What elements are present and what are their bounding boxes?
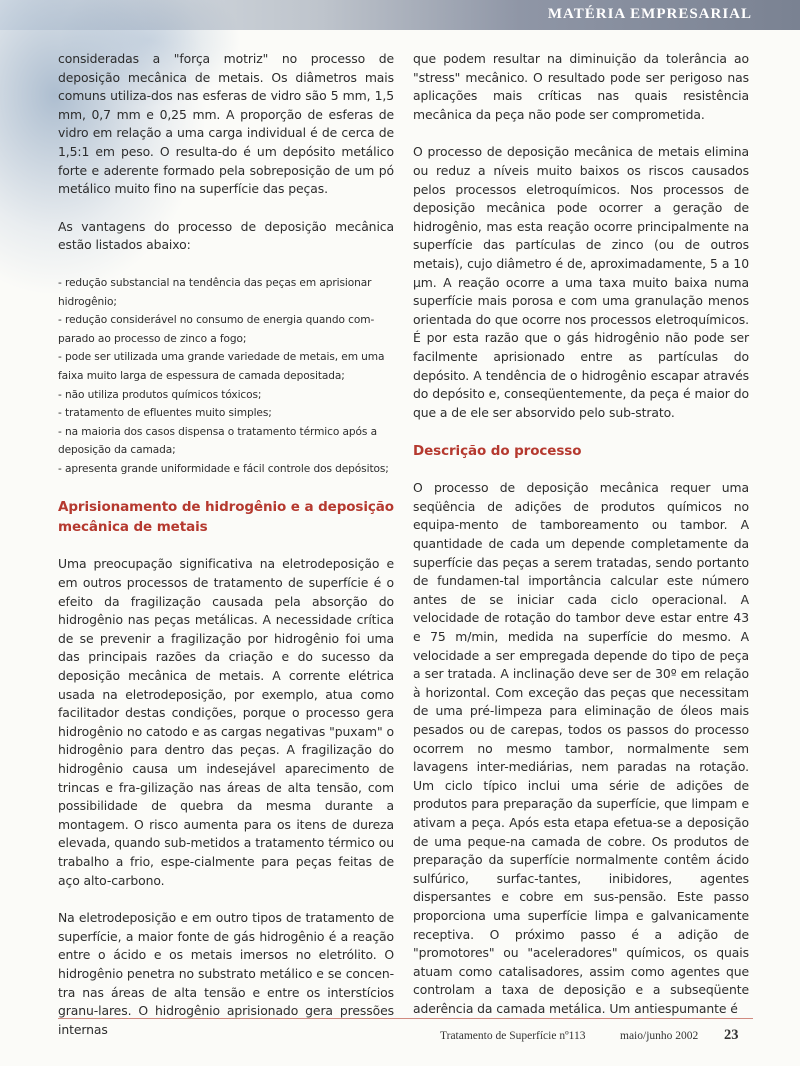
right-column bbox=[413, 50, 749, 1038]
section-heading: Descrição do processo bbox=[413, 443, 582, 460]
list-item: - tratamento de efluentes muito simples; bbox=[58, 407, 272, 420]
journal-title: Tratamento de Superfície nº113 bbox=[440, 1030, 586, 1042]
list-item: - não utiliza produtos químicos tóxicos; bbox=[58, 388, 262, 401]
issue-date: maio/junho 2002 bbox=[620, 1030, 699, 1042]
header-band bbox=[0, 0, 800, 30]
list-item: - apresenta grande uniformidade e fácil controle dos depósitos; bbox=[58, 462, 389, 475]
list-item: - pode ser utilizada uma grande variedade de metais, em uma faixa muito larga de espessura de camada depositada; bbox=[58, 351, 385, 382]
advantages-list bbox=[58, 274, 394, 479]
paragraph: O processo de deposição mecânica requer uma seqüência de adições de produtos químicos no equipa-mento de tamboreamento ou tambor. A quantidade de cada um depende completamente da superfície das peças a serem tratadas, sendo portanto de fundamen-tal importância calcular este número antes de se iniciar cada ciclo operacional. A velocidade de rotação do tambor deve estar entre 43 e 75 m/min, medida na superfície do mesmo. A velocidade a ser empregada depende do tipo de peça a ser tratada. A inclinação deve ser de 30º em relação à horizontal. Com exceção das peças que necessitam de uma pré-limpeza para eliminação de óleos mais pesados ou de carepas, todos os passos do processo ocorrem no mesmo tambor, normalmente sem lavagens inter-mediárias, nem paradas na rotação. Um ciclo típico inclui uma série de adições de produtos para preparação da superfície, que limpam e ativam a peça. Após esta etapa efetua-se a deposição de uma peque-na camada de cobre. Os produtos de preparação da superfície normalmente contêm ácido sulfúrico, surfac-tantes, inibidores, agentes dispersantes e cobre em sus-pensão. Este passo proporciona uma superfície limpa e galvanicamente receptiva. O próximo passo é a adição de "promotores" ou "aceleradores" químicos, os quais atuam como catalisadores, assim como agentes que controlam a taxa de deposição e a subseqüente aderência da camada metálica. Um antiespumante é bbox=[413, 480, 749, 1016]
paragraph: consideradas a "força motriz" no processo de deposição mecânica de metais. Os diâmetros mais comuns utiliza-dos nas esferas de vidro são 5 mm, 1,5 mm, 0,7 mm e 0,25 mm. A proporção de esferas de vidro em relação a uma carga individual é de cerca de 1,5:1 em peso. O resulta-do é um depósito metálico forte e aderente formado pela sobreposição de um pó metálico muito fino na superfície das peças. bbox=[58, 51, 394, 197]
left-column bbox=[58, 50, 394, 1058]
list-item: - redução considerável no consumo de energia quando com-parado ao processo de zinco a fogo; bbox=[58, 314, 375, 345]
section-label: MATÉRIA EMPRESARIAL bbox=[547, 6, 752, 22]
section-heading: Aprisionamento de hidrogênio e a deposição mecânica de metais bbox=[58, 499, 394, 536]
paragraph: O processo de deposição mecânica de metais elimina ou reduz a níveis muito baixos os riscos causados pelos processos eletroquímicos. Nos processos de deposição mecânica pode ocorrer a geração de hidrogênio, mas esta reação ocorre principalmente na superfície das partículas de zinco (ou de outros metais), cujo diâmetro é de, aproximadamente, 5 a 10 µm. A reação ocorre a uma taxa muito baixa numa superfície mais porosa e com uma granulação menos orientada do que ocorre nos processos eletroquímicos. É por esta razão que o gás hidrogênio não pode ser facilmente aprisionado entre as partículas do depósito. A tendência de o hidrogênio escapar através do depósito e, conseqüentemente, da peça é maior do que a de ele ser absorvido pelo sub-strato. bbox=[413, 144, 749, 420]
paragraph: que podem resultar na diminuição da tolerância ao "stress" mecânico. O resultado pode ser perigoso nas aplicações mais críticas nas quais resistência mecânica da peça não pode ser comprometida. bbox=[413, 51, 749, 122]
paragraph: Uma preocupação significativa na eletrodeposição e em outros processos de tratamento de superfície é o efeito da fragilização causada pela absorção do hidrogênio nas peças metálicas. A necessidade crítica de se prevenir a fragilização por hidrogênio foi uma das principais razões da criação e do sucesso da deposição mecânica de metais. A corrente elétrica usada na eletrodeposição, por exemplo, atua como facilitador destas condições, porque o processo gera hidrogênio no catodo e as cargas negativas "puxam" o hidrogênio para dentro das peças. A fragilização do hidrogênio causa um indesejável aparecimento de trincas e fra-gilização nas áreas de alta tensão, com possibilidade de quebra da mesma durante a montagem. O risco aumenta para os itens de dureza elevada, quando sub-metidos a tratamento térmico ou trabalho a frio, espe-cialmente para peças feitas de aço alto-carbono. bbox=[58, 556, 394, 888]
paragraph: Na eletrodeposição e em outro tipos de tratamento de superfície, a maior fonte de gás hidrogênio é a reação entre o ácido e os metais imersos no eletrólito. O hidrogênio penetra no substrato metálico e se concen-tra nas áreas de alta tensão e entre os interstícios granu-lares. O hidrogênio aprisionado gera pressões internas bbox=[58, 910, 394, 1037]
footer-divider bbox=[58, 1018, 753, 1019]
list-item: - na maioria dos casos dispensa o tratamento térmico após a deposição da camada; bbox=[58, 425, 377, 457]
paragraph: As vantagens do processo de deposição mecânica estão listados abaixo: bbox=[58, 218, 394, 253]
list-item: - redução substancial na tendência das peças em aprisionar hidrogênio; bbox=[58, 276, 372, 308]
page-number: 23 bbox=[724, 1027, 739, 1043]
